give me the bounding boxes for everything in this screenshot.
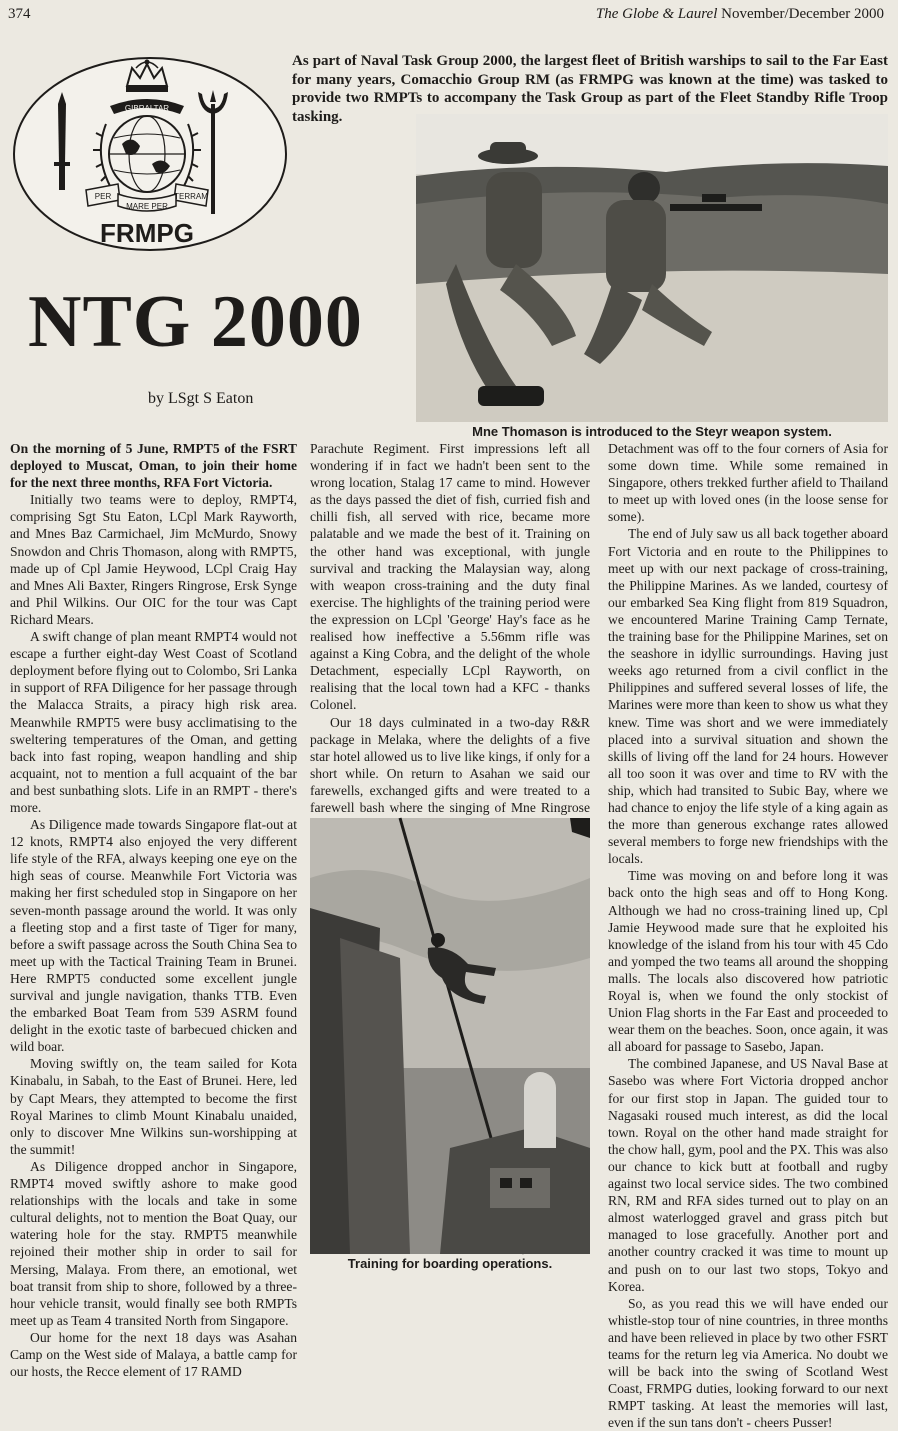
steyr-training-photo (416, 114, 888, 422)
boarding-training-photo (310, 818, 590, 1254)
body-paragraph: As Diligence made towards Singapore flat-out at 12 knots, RMPT4 also enjoyed the very different life style of the RFA, always keeping one eye on the high seas of course. Meanwhile Fort Victoria was making her first scheduled stop in Singapore on her seven-month passage around the world. It was only a fleeting stop and a first taste of Tiger for many, before a swift passage across the South China Sea to meet up with the Tactical Training Team in Brunei. Here RMPT5 conducted some excellent jungle survival and jungle navigation, thanks TTB. Even the embarked Boat Team from 539 ASRM found delight in the exotic taste of barbecued chicken and wild boar. (10, 817, 297, 1055)
body-paragraph: Moving swiftly on, the team sailed for Kota Kinabalu, in Sabah, to the East of Brunei. Here, led by Capt Mears, they attempted to become the first Royal Marines to climb Mount Kinabalu unaided, only to discover Mne Wilkins sun-worshipping at the summit! (10, 1056, 297, 1157)
publication-name: The Globe & Laurel (595, 6, 718, 22)
article-title: NTG 2000 (28, 281, 363, 363)
photo-caption-top: Mne Thomason is introduced to the Steyr weapon system. (472, 424, 832, 439)
masthead (596, 6, 884, 23)
body-paragraph: So, as you read this we will have ended our whistle-stop tour of nine countries, in three months and have been relieved in place by two other FSRT teams for the return leg via America. No doubt we will be back into the swing of Scotland West Coast, FRMPG duties, looking forward to our next RMPT tasking. At least the memories will last, even if the sun tans don't - cheers Pusser! (608, 1295, 888, 1431)
logo-label: FRMPG (100, 218, 194, 248)
body-paragraph: The combined Japanese, and US Naval Base at Sasebo was where Fort Victoria dropped anchor for our first stop in Japan. The guided tour to Nagasaki roused much interest, as did the local town. Royal on the other hand made straight for the chow hall, gym, pool and the PX. This was also our chance to kick butt at football and rugby against two local service sides. The two combined RN, RM and RFA sides turned out to play on an almost waterlogged gravel and grass pitch but managed to lose gracefully. Another port and another country cracked it was time to mount up and push on to our last two stops, Tokyo and Korea. (608, 1056, 888, 1294)
body-column-2 (310, 440, 590, 814)
body-column-3 (608, 440, 888, 1431)
lead-paragraph: On the morning of 5 June, RMPT5 of the FSRT deployed to Muscat, Oman, to join their home for the next three months, RFA Fort Victoria. (10, 441, 297, 491)
body-paragraph: The end of July saw us all back together aboard Fort Victoria and en route to the Philippines to meet up with our next package of cross-training, the Philippine Marines. As we landed, courtesy of our embarked Sea King flight from 819 Squadron, we encountered Marine Training Camp Ternate, the training base for the Philippine Marines, set on the seashore in idyllic surroundings. Having just weeks ago returned from a civil conflict in the Philippines and suffered several losses of life, the Marines were more than keen to show us what they knew. Time was short and we were immediately placed into a survival situation and shown the skills of living off the land for 24 hours. However all too soon it was over and time to RV with the ship, which had transited to Subic Bay, where we had chance to enjoy the life style of a king again as the more than generous exchange rates allowed several members to forge new friendships with the locals. (608, 526, 888, 867)
body-paragraph: Our home for the next 18 days was Asahan Camp on the West side of Malaya, a battle camp for our hosts, the Recce element of 17 RAMD (10, 1329, 297, 1380)
body-paragraph: As Diligence dropped anchor in Singapore, RMPT4 moved swiftly ashore to make good relationships with the locals and take in some cultural delights, not to mention the Boat Quay, our watering hole for the stay. RMPT5 meanwhile rejoined their mother ship in order to sail for Mersing, Malaya. From there, an emotional, wet boat transit from ship to shore, followed by a three-hour vehicle transit, would finally see both RMPTs meet up as Team 4 transited North from Singapore. (10, 1158, 297, 1328)
page-number: 374 (8, 6, 31, 22)
body-paragraph: Detachment was off to the four corners of Asia for some down time. While some remained in Singapore, others trekked further afield to Thailand to meet up with loved ones (in the loose sense for some). (608, 441, 888, 525)
ribbon-gibraltar: GIBRALTAR (124, 104, 170, 113)
ribbon-per: PER (94, 192, 112, 201)
issue-date: November/December 2000 (721, 6, 884, 22)
steyr-rifle (670, 204, 762, 211)
body-paragraph: A swift change of plan meant RMPT4 would not escape a further eight-day West Coast of Scotland deployment before flying out to Colombo, Sri Lanka in support of RFA Diligence for her passage through the Malacca Straits, a piracy high risk area. Meanwhile RMPT5 were busy acclimatising to the sweltering temperatures of the Oman, and getting back into fast roping, weapon handling and ship acquaint, not to mention a full acquaint of the bar and best sunbathing slots. Life in an RMPT - there's more. (10, 629, 297, 815)
ribbon-terram: TERRAM (174, 192, 208, 201)
body-paragraph: Time was moving on and before long it was back onto the high seas and off to Hong Kong. Although we had no cross-training lined up, Cpl Jamie Heywood made sure that he exploited his knowledge of the island from his tour with 45 Cdo and yomped the two teams all around the shopping malls. The locals also discovered how patriotic Royal is, when we found the only stockist of Union Flag shorts in the Far East and proceeded to wear them on the beaches. Soon, once again, it was all aboard for passage to Sasebo, Japan. (608, 868, 888, 1055)
body-paragraph: Our 18 days culminated in a two-day R&R package in Melaka, where the delights of a five star hotel allowed us to live like kings, if only for a short while. On return to Asahan we said our farewells, exchanged gifts and were treated to a farewell bash where the singing of Mne Ringrose (310, 714, 590, 815)
body-paragraph: Parachute Regiment. First impressions left all wondering if in fact we hadn't been sent to the wrong location, Stalag 17 came to mind. However as the days passed the diet of fish, curried fish and chilli fish, all served with rice, became more palatable and we made the best of it. Training on the other hand was exceptional, with jungle survival and tracking the Malaysian way, along with weapon cross-training and the duty final exercise. The highlights of the training period were the expression on LCpl 'George' Hay's face as he realised how ineffective a 5.56mm rifle was against a King Cobra, and the delight of the whole Detachment, especially LCpl Rayworth, on realising that the local town had a KFC - thanks Colonel. (310, 441, 590, 713)
ribbon-mare-per: MARE PER (126, 202, 168, 211)
byline: by LSgt S Eaton (148, 390, 254, 407)
photo-caption-bottom: Training for boarding operations. (347, 1256, 553, 1271)
frmpg-logo (10, 54, 290, 254)
body-column-1 (10, 440, 297, 1380)
body-paragraph: Initially two teams were to deploy, RMPT4, comprising Sgt Stu Eaton, LCpl Mark Rayworth, and Mnes Baz Carmichael, Jim McMurdo, Snowy Snowdon and Chris Thomason, along with RMPT5, made up of Cpl Jamie Heywood, LCpl Craig Hay and Mnes Ali Baxter, Ringers Ringrose, Ersk Synge and Phil Wilkins. Our OIC for the tour was Capt Richard Mears. (10, 492, 297, 627)
intro-paragraph: As part of Naval Task Group 2000, the largest fleet of British warships to sail to the Far East for many years, Comacchio Group RM (as FRMPG was known at the time) was tasked to provide two RMPTs to accompany the Task Group as part of the Fleet Standby Rifle Troop tasking. (292, 53, 888, 125)
